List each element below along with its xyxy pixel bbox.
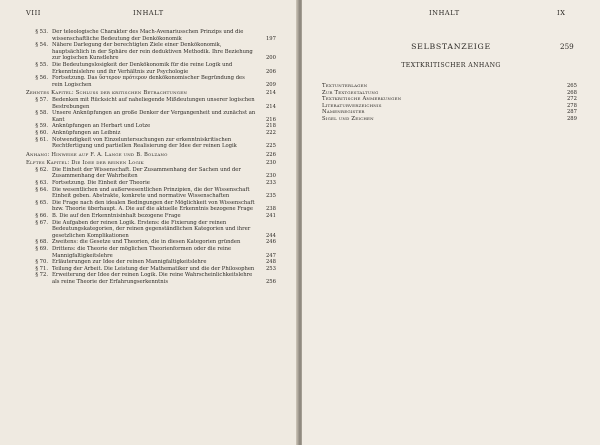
toc-section-number: § 70. [35, 259, 48, 266]
toc-section-number: § 66. [35, 213, 48, 220]
appendix-entry [322, 90, 577, 97]
toc-entry-title: Die Bedeutungslosigkeit der Denkökonomik für die reine Logik und Erkenntnislehre und ihr Verhältnis zur Psychologie [52, 61, 233, 75]
selbstanzeige-heading: SELBSTANZEIGE [411, 42, 491, 51]
toc-entry [26, 246, 276, 259]
toc-entry-title: Notwendigkeit von Einzeluntersuchungen zur erkenntniskritischen Rechtfertigung und partiellen Realisierung der Idee der reinen Logik [52, 136, 237, 150]
toc-entry-title: Anknüpfungen an Leibniz [52, 129, 121, 136]
appendix-entry-title: Textkritische Anmerkungen [322, 96, 402, 103]
anhang-heading: TEXTKRITISCHER ANHANG [401, 62, 501, 69]
toc-entry-title: Erläuterungen zur Idee der reinen Mannigfaltigkeitslehre [52, 259, 207, 266]
appendix-entry-title: Textunterlagen [322, 83, 368, 89]
toc-page-number: 214 [265, 103, 276, 110]
toc-entry [26, 42, 276, 62]
toc-section-number: § 54. [35, 42, 48, 49]
toc-section-number: § 58. [35, 110, 48, 117]
toc-entry-title: Unsere Anknüpfungen an große Denker der Vergangenheit und zunächst an Kant [52, 110, 256, 123]
toc-page-number: 200 [265, 55, 276, 62]
toc-page-number: 241 [265, 213, 276, 220]
right-running-head: INHALT [429, 9, 460, 17]
toc-entry [26, 180, 276, 187]
toc-section-number: § 64. [35, 186, 48, 193]
left-page [0, 0, 298, 445]
toc-section-number: § 68. [35, 239, 48, 246]
toc-section-number: § 57. [35, 96, 48, 103]
toc-entry [26, 239, 276, 246]
toc-entry-title: Die Aufgaben der reinen Logik. Erstens: die Fixierung der reinen Bedeutungskategorien, der reinen gegenständlichen Kategorien und ihrer gesetzlichen Komplikationen [52, 219, 251, 239]
toc-page-number: 230 [265, 173, 276, 180]
toc-section-number: § 67. [35, 219, 48, 226]
toc-section-number: § 55. [35, 61, 48, 68]
appendix-entry-title: Sigel und Zeichen [322, 115, 374, 122]
toc-entry-title: Die wesentlichen und außerwesentlichen Prinzipien, die der Wissenschaft Einheit geben. Abstrakte, konkrete und normative Wissenschaften [52, 186, 250, 200]
toc-entry-title: Die Frage nach den idealen Bedingungen der Möglichkeit von Wissenschaft bzw. Theorie überhaupt. A. Die auf die aktuelle Erkenntnis bezogene Frage [52, 199, 255, 213]
toc-section-number: § 61. [35, 136, 48, 143]
toc-section-number: § 71. [35, 265, 48, 272]
appendix-entry-title: Zur Textgestaltung [322, 89, 379, 96]
toc-section-number: § 56. [35, 75, 48, 82]
toc-page-number: 247 [265, 252, 276, 259]
toc-page-number: 214 [265, 90, 276, 97]
toc-entry [26, 259, 276, 266]
toc-page-number: 197 [265, 35, 276, 42]
toc-page-number: 226 [265, 151, 276, 158]
appendix-page-number: 287 [566, 109, 577, 116]
toc-section-number: § 72. [35, 272, 48, 279]
toc-page-number: 206 [265, 68, 276, 75]
toc-chapter-heading [26, 160, 276, 167]
toc-entry [26, 266, 276, 273]
selbstanzeige-page: 259 [560, 42, 574, 51]
toc-page-number: 216 [265, 116, 276, 123]
toc-entry [26, 220, 276, 240]
appendix-entry [322, 109, 577, 116]
toc-page-number: 253 [265, 265, 276, 272]
toc-chapter-heading [26, 90, 276, 97]
toc-entry-title: Zweitens: die Gesetze und Theorien, die in diesen Kategorien gründen [52, 239, 241, 246]
appendix-page-number: 278 [566, 102, 577, 109]
toc-entry-title: Anknüpfungen an Herbart und Lotze [52, 123, 151, 130]
toc-page-number: 233 [265, 180, 276, 187]
toc-page-number: 209 [265, 81, 276, 88]
appendix-entry [322, 96, 577, 103]
toc-section-number: § 65. [35, 199, 48, 206]
toc-entry [26, 213, 276, 220]
toc-page-number: 218 [265, 123, 276, 130]
left-running-head: INHALT [133, 9, 164, 17]
toc-page-number: 256 [265, 278, 276, 285]
appendix-entry-title: Literaturverzeichnis [322, 102, 382, 109]
toc-entry-title: Anhang: Hinweise auf F. A. Lange und B. Bolzano [26, 151, 168, 158]
toc-page-number: 222 [265, 129, 276, 136]
toc-entry [26, 137, 276, 150]
toc-entry [26, 123, 276, 130]
toc-entry-title: Die Einheit der Wissenschaft. Der Zusammenhang der Sachen und der Zusammenhang der Wahrheiten [52, 166, 241, 180]
toc-section-number: § 60. [35, 129, 48, 136]
toc-entry [26, 187, 276, 200]
toc-entry-title: Fortsetzung. Die Einheit der Theorie [52, 180, 150, 187]
right-page [302, 0, 600, 445]
appendix-page-number: 268 [566, 89, 577, 96]
toc-section-number: § 62. [35, 166, 48, 173]
left-toc-list [26, 29, 276, 286]
toc-entry-title: Erweiterung der Idee der reinen Logik. Die reine Wahrscheinlichkeitslehre als reine Theorie der Erfahrungserkenntnis [52, 272, 253, 285]
toc-entry-title: B. Die auf den Erkenntnisinhalt bezogene Frage [52, 213, 181, 220]
appendix-page-number: 265 [566, 83, 577, 89]
toc-entry-title: Zehntes Kapitel: Schluss der kritischen Betrachtungen [26, 90, 188, 97]
toc-entry [26, 29, 276, 42]
toc-chapter-heading [26, 152, 276, 159]
toc-entry [26, 75, 276, 88]
toc-entry [26, 110, 276, 123]
right-toc-list [322, 83, 577, 123]
toc-page-number: 244 [265, 232, 276, 239]
toc-section-number: § 63. [35, 180, 48, 187]
toc-page-number: 238 [265, 206, 276, 213]
toc-entry [26, 130, 276, 137]
appendix-entry [322, 116, 577, 123]
toc-section-number: § 59. [35, 123, 48, 130]
toc-page-number: 246 [265, 239, 276, 246]
appendix-page-number: 272 [566, 96, 577, 103]
left-page-number: VIII [26, 9, 41, 17]
toc-page-number: 225 [265, 143, 276, 150]
toc-entry-title: Drittens: die Theorie der möglichen Theorienformen oder die reine Mannigfaltigkeitslehre [52, 246, 232, 259]
appendix-entry [322, 83, 577, 90]
toc-entry-title: Nähere Darlegung der berechtigten Ziele einer Denkökonomik, hauptsächlich in der Sphäre der rein deduktiven Methodik. Ihre Beziehung zur logischen Kunstlehre [52, 42, 253, 62]
toc-page-number: 248 [265, 259, 276, 266]
toc-section-number: § 69. [35, 246, 48, 252]
toc-page-number: 235 [265, 193, 276, 200]
toc-section-number: § 53. [35, 29, 48, 35]
toc-entry [26, 200, 276, 213]
toc-entry [26, 62, 276, 75]
toc-entry-title: Teilung der Arbeit. Die Leistung der Mathematiker und die der Philosophen [52, 265, 255, 272]
toc-entry-title: Fortsetzung. Das ὕστερον πρότερον denkökonomischer Begründung des rein Logischen [52, 75, 245, 88]
toc-entry-title: Bedenken mit Rücksicht auf naheliegende Mißdeutungen unserer logischen Bestrebungen [52, 96, 255, 110]
appendix-entry-title: Namenregister [322, 109, 365, 116]
right-page-number: IX [557, 9, 566, 17]
toc-entry [26, 167, 276, 180]
toc-page-number: 230 [265, 160, 276, 167]
toc-entry-title: Der teleologische Charakter des Mach-Avenariusschen Prinzips und die wissenschaftliche Bedeutung der Denkökonomik [52, 29, 244, 42]
appendix-page-number: 289 [566, 115, 577, 122]
appendix-entry [322, 103, 577, 110]
toc-entry-title: Elftes Kapitel: Die Idee der reinen Logik [26, 160, 144, 167]
toc-entry [26, 272, 276, 285]
toc-entry [26, 97, 276, 110]
